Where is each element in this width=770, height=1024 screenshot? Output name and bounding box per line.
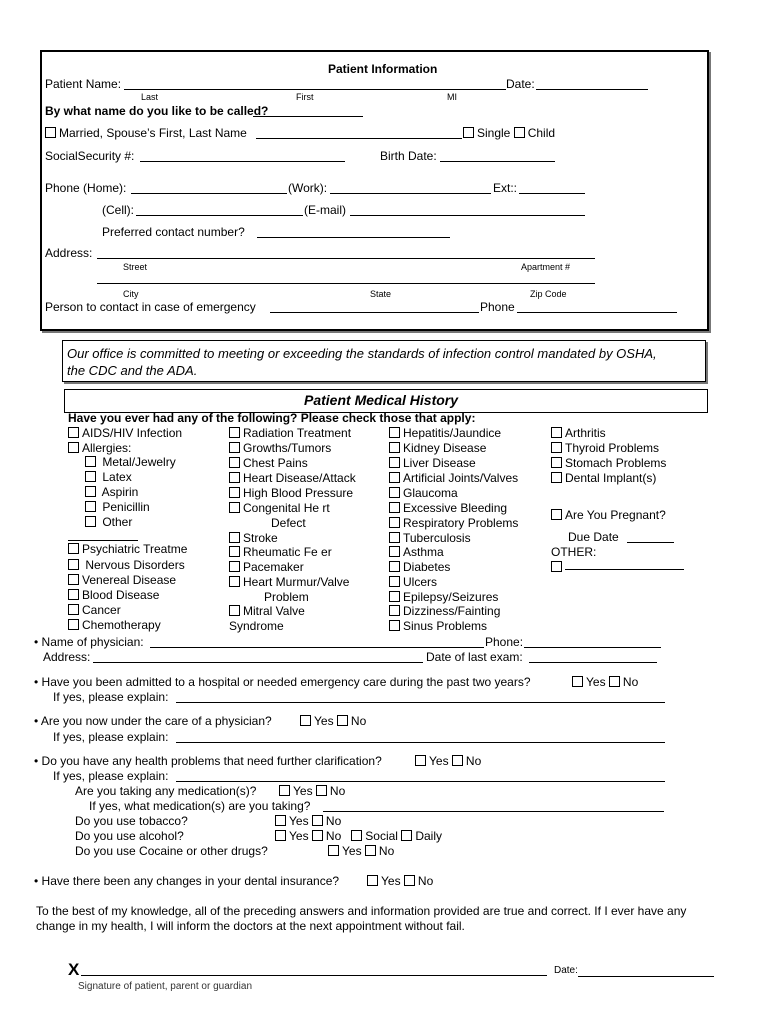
latex-checkbox[interactable] — [85, 471, 96, 482]
insurance-yes-no — [367, 874, 433, 888]
signature-field[interactable] — [81, 975, 547, 976]
hospital-explain-label: If yes, please explain: — [53, 690, 169, 704]
epilepsy-label: Epilepsy/Seizures — [403, 590, 499, 604]
epilepsy-checkbox[interactable] — [389, 591, 400, 602]
checkbox-item — [551, 456, 666, 470]
preferred-name-field[interactable] — [253, 116, 363, 117]
growths-label: Growths/Tumors — [243, 441, 332, 455]
hospital-yes-checkbox[interactable] — [572, 676, 583, 687]
emergency-label: Person to contact in case of emergency — [45, 300, 256, 314]
alcohol-options — [275, 829, 442, 843]
checkbox-item — [68, 542, 193, 556]
care-explain-field[interactable] — [176, 742, 665, 743]
other-allergy-checkbox[interactable] — [85, 516, 96, 527]
patient-name-field[interactable] — [124, 89, 506, 90]
rheumatic-label: Rheumatic Fe er — [243, 545, 332, 559]
heart-attack-label: Heart Disease/Attack — [243, 471, 356, 485]
checkbox-item — [68, 441, 131, 455]
checkbox-item — [389, 531, 471, 545]
checkbox-item — [68, 558, 185, 572]
psych-checkbox[interactable] — [68, 543, 79, 554]
checkbox-item — [229, 456, 308, 470]
checkbox-item — [389, 456, 476, 470]
no-label: No — [622, 675, 639, 689]
ulcers-label: Ulcers — [403, 575, 438, 589]
emergency-phone-field[interactable] — [517, 312, 677, 313]
due-date-field[interactable] — [627, 542, 674, 543]
alcohol-label: Do you use alcohol? — [75, 829, 184, 843]
venereal-label: Venereal Disease — [82, 573, 177, 587]
diabetes-label: Diabetes — [403, 560, 451, 574]
checkbox-item — [389, 516, 518, 530]
kidney-checkbox[interactable] — [389, 442, 400, 453]
thyroid-checkbox[interactable] — [551, 442, 562, 453]
liver-checkbox[interactable] — [389, 457, 400, 468]
care-no-checkbox[interactable] — [337, 715, 348, 726]
diabetes-checkbox[interactable] — [389, 561, 400, 572]
other-field[interactable] — [565, 569, 684, 570]
blood-checkbox[interactable] — [68, 589, 79, 600]
checkbox-item — [85, 515, 132, 529]
yes-label: Yes — [289, 814, 309, 828]
checkbox-item — [229, 531, 278, 545]
osha-line-2: the CDC and the ADA. — [67, 363, 198, 378]
latex-label: Latex — [102, 470, 132, 484]
radiation-checkbox[interactable] — [229, 427, 240, 438]
email-label: (E-mail) — [304, 203, 346, 217]
stroke-label: Stroke — [243, 531, 278, 545]
physician-name-label: Name of physician: — [41, 635, 144, 649]
tb-checkbox[interactable] — [389, 532, 400, 543]
aids-label: AIDS/HIV Infection — [82, 426, 183, 440]
checkbox-item — [389, 560, 450, 574]
yes-label: Yes — [289, 829, 309, 843]
arthritis-label: Arthritis — [565, 426, 606, 440]
problem-label: Problem — [264, 590, 309, 604]
checkbox-item — [389, 441, 486, 455]
checkbox-item — [68, 573, 176, 587]
congenital-checkbox[interactable] — [229, 502, 240, 513]
dizziness-label: Dizziness/Fainting — [403, 604, 501, 618]
bp-label: High Blood Pressure — [243, 486, 354, 500]
checkbox-item — [389, 486, 458, 500]
which-meds-label: If yes, what medication(s) are you taking? — [89, 799, 311, 813]
chemo-checkbox[interactable] — [68, 619, 79, 630]
dizziness-checkbox[interactable] — [389, 605, 400, 616]
nervous-checkbox[interactable] — [68, 559, 79, 570]
signature-caption: Signature of patient, parent or guardian — [78, 981, 253, 992]
care-yes-checkbox[interactable] — [300, 715, 311, 726]
radiation-label: Radiation Treatment — [243, 426, 352, 440]
checkbox-item — [389, 619, 487, 633]
phone-home-field[interactable] — [131, 193, 287, 194]
arthritis-checkbox[interactable] — [551, 427, 562, 438]
blood-label: Blood Disease — [82, 588, 160, 602]
married-label: Married, Spouse’s First, Last Name — [59, 126, 247, 140]
osha-line-1: Our office is committed to meeting or exceeding the standards of infection control mandated by OSHA, — [67, 346, 657, 361]
checkbox-item — [68, 603, 121, 617]
preferred-contact-field[interactable] — [257, 237, 450, 238]
date-field[interactable] — [536, 89, 648, 90]
artificial-label: Artificial Joints/Valves — [403, 471, 519, 485]
cell-field[interactable] — [136, 215, 303, 216]
statement-line-1: To the best of my knowledge, all of the preceding answers and information provided are true and correct. If I ever have any — [36, 904, 687, 918]
sinus-checkbox[interactable] — [389, 620, 400, 631]
heart-attack-checkbox[interactable] — [229, 472, 240, 483]
last-exam-label: Date of last exam: — [426, 650, 523, 664]
pregnant-checkbox[interactable] — [551, 509, 562, 520]
no-label: No — [378, 844, 395, 858]
checkbox-item — [68, 588, 159, 602]
physician-phone-label: Phone: — [485, 635, 524, 649]
ssn-label: SocialSecurity #: — [45, 149, 135, 163]
cancer-label: Cancer — [82, 603, 121, 617]
ssn-field[interactable] — [140, 161, 345, 162]
other-allergy-field[interactable] — [68, 540, 138, 541]
insurance-label: Have there been any changes in your dental insurance? — [41, 874, 340, 888]
checkbox-item — [551, 426, 606, 440]
signature-date-label: Date: — [554, 965, 578, 976]
problems-label: Do you have any health problems that need further clarification? — [41, 754, 382, 768]
artificial-checkbox[interactable] — [389, 472, 400, 483]
last-exam-field[interactable] — [529, 662, 657, 663]
physician-address-label: Address: — [43, 650, 91, 664]
daily-label: Daily — [415, 829, 442, 843]
alcohol-social-checkbox[interactable] — [351, 830, 362, 841]
checkbox-item — [68, 618, 161, 632]
checkbox-item — [389, 471, 518, 485]
drugs-yes-no — [328, 844, 394, 858]
other-checkbox[interactable] — [551, 561, 562, 572]
care-question: • Are you now under the care of a physician? — [34, 714, 272, 728]
birth-date-field[interactable] — [440, 161, 555, 162]
yes-label: Yes — [342, 844, 362, 858]
allergies-checkbox[interactable] — [68, 442, 79, 453]
meds-yes-no — [279, 784, 345, 798]
respiratory-checkbox[interactable] — [389, 517, 400, 528]
mitral-label: Mitral Valve — [243, 604, 305, 618]
no-label: No — [417, 874, 434, 888]
history-question: Have you ever had any of the following? Please check those that apply: — [68, 411, 476, 425]
physician-address-field[interactable] — [93, 662, 423, 663]
single-label: Single — [477, 126, 511, 140]
checkbox-item — [389, 575, 437, 589]
insurance-question: • Have there been any changes in your dental insurance? — [34, 874, 340, 888]
aspirin-checkbox[interactable] — [85, 486, 96, 497]
drugs-no-checkbox[interactable] — [365, 845, 376, 856]
care-label: Are you now under the care of a physician? — [40, 714, 272, 728]
aspirin-label: Aspirin — [101, 485, 139, 499]
preferred-contact-label: Preferred contact number? — [102, 225, 245, 239]
mitral-checkbox[interactable] — [229, 605, 240, 616]
insurance-no-checkbox[interactable] — [404, 875, 415, 886]
checkbox-item — [85, 455, 176, 469]
pacemaker-checkbox[interactable] — [229, 561, 240, 572]
checkbox-item — [551, 471, 656, 485]
checkbox-item — [229, 560, 304, 574]
drugs-yes-checkbox[interactable] — [328, 845, 339, 856]
no-label: No — [325, 829, 342, 843]
stomach-checkbox[interactable] — [551, 457, 562, 468]
checkbox-item — [389, 604, 500, 618]
chest-label: Chest Pains — [243, 456, 308, 470]
pregnant-label: Are You Pregnant? — [565, 508, 666, 522]
allergies-label: Allergies: — [82, 441, 132, 455]
state-caption: State — [370, 289, 392, 299]
congenital-label: Congenital He rt — [243, 501, 330, 515]
asthma-checkbox[interactable] — [389, 546, 400, 557]
emergency-field[interactable] — [270, 312, 479, 313]
implant-checkbox[interactable] — [551, 472, 562, 483]
hepatitis-label: Hepatitis/Jaundice — [403, 426, 502, 440]
cancer-checkbox[interactable] — [68, 604, 79, 615]
no-label: No — [350, 714, 367, 728]
signature-x: X — [68, 960, 80, 979]
city-state-zip-field[interactable] — [97, 283, 595, 284]
spouse-name-field[interactable] — [256, 138, 462, 139]
metal-checkbox[interactable] — [85, 456, 96, 467]
alcohol-daily-checkbox[interactable] — [401, 830, 412, 841]
child-label: Child — [527, 126, 556, 140]
checkbox-item — [85, 470, 132, 484]
cell-label: (Cell): — [102, 203, 134, 217]
address-label: Address: — [45, 246, 93, 260]
problems-yes-no — [415, 754, 481, 768]
drugs-label: Do you use Cocaine or other drugs? — [75, 844, 268, 858]
no-label: No — [465, 754, 482, 768]
other-allergy-label: Other — [102, 515, 133, 529]
ulcers-checkbox[interactable] — [389, 576, 400, 587]
stomach-label: Stomach Problems — [565, 456, 667, 470]
birth-date-label: Birth Date: — [380, 149, 437, 163]
syndrome-label: Syndrome — [229, 619, 284, 633]
which-meds-field[interactable] — [323, 811, 664, 812]
sinus-label: Sinus Problems — [403, 619, 488, 633]
no-label: No — [329, 784, 346, 798]
problems-explain-field[interactable] — [176, 781, 665, 782]
rheumatic-checkbox[interactable] — [229, 546, 240, 557]
checkbox-item — [389, 590, 498, 604]
ext-label: Ext:: — [493, 181, 518, 195]
physician-name-field[interactable] — [150, 647, 484, 648]
emergency-phone-label: Phone — [480, 300, 515, 314]
medical-history-title: Patient Medical History — [304, 392, 459, 408]
first-caption: First — [296, 92, 314, 102]
single-checkbox[interactable] — [463, 127, 474, 138]
checkbox-item — [85, 485, 138, 499]
checkbox-item — [68, 426, 182, 440]
problems-question: • Do you have any health problems that need further clarification? — [34, 754, 382, 768]
checkbox-item — [85, 500, 150, 514]
patient-name-label: Patient Name: — [45, 77, 122, 91]
checkbox-item — [229, 486, 353, 500]
hospital-no-checkbox[interactable] — [609, 676, 620, 687]
hospital-yes-no — [572, 675, 638, 689]
hospital-label: Have you been admitted to a hospital or needed emergency care during the past two years? — [41, 675, 531, 689]
tobacco-yes-no — [275, 814, 341, 828]
married-row — [45, 126, 247, 140]
meds-yes-checkbox[interactable] — [279, 785, 290, 796]
checkbox-item — [229, 471, 356, 485]
zip-caption: Zip Code — [530, 289, 567, 299]
checkbox-item — [229, 441, 331, 455]
preferred-name-label: By what name do you like to be called? — [45, 104, 269, 118]
checkbox-item — [229, 545, 332, 559]
ext-field[interactable] — [519, 193, 585, 194]
yes-label: Yes — [381, 874, 401, 888]
pacemaker-label: Pacemaker — [243, 560, 304, 574]
social-label: Social — [365, 829, 398, 843]
metal-label: Metal/Jewelry — [102, 455, 176, 469]
implant-label: Dental Implant(s) — [565, 471, 657, 485]
chemo-label: Chemotherapy — [82, 618, 161, 632]
patient-info-title: Patient Information — [328, 62, 438, 76]
checkbox-item — [551, 560, 565, 574]
problems-explain-label: If yes, please explain: — [53, 769, 169, 783]
thyroid-label: Thyroid Problems — [565, 441, 660, 455]
glaucoma-checkbox[interactable] — [389, 487, 400, 498]
murmur-checkbox[interactable] — [229, 576, 240, 587]
checkbox-item — [229, 426, 351, 440]
work-field[interactable] — [330, 193, 491, 194]
nervous-label: Nervous Disorders — [85, 558, 185, 572]
yes-label: Yes — [586, 675, 606, 689]
defect-label: Defect — [271, 516, 306, 530]
kidney-label: Kidney Disease — [403, 441, 487, 455]
checkbox-item — [389, 501, 507, 515]
street-caption: Street — [123, 262, 148, 272]
asthma-label: Asthma — [403, 545, 444, 559]
care-explain-label: If yes, please explain: — [53, 730, 169, 744]
checkbox-item — [551, 441, 659, 455]
bleeding-checkbox[interactable] — [389, 502, 400, 513]
tobacco-no-checkbox[interactable] — [312, 815, 323, 826]
murmur-label: Heart Murmur/Valve — [243, 575, 350, 589]
insurance-yes-checkbox[interactable] — [367, 875, 378, 886]
checkbox-item — [389, 545, 444, 559]
respiratory-label: Respiratory Problems — [403, 516, 519, 530]
care-yes-no — [300, 714, 366, 728]
penicillin-checkbox[interactable] — [85, 501, 96, 512]
meds-no-checkbox[interactable] — [316, 785, 327, 796]
problems-no-checkbox[interactable] — [452, 755, 463, 766]
yes-label: Yes — [293, 784, 313, 798]
other-label: OTHER: — [551, 545, 597, 559]
venereal-checkbox[interactable] — [68, 574, 79, 585]
work-label: (Work): — [288, 181, 328, 195]
bleeding-label: Excessive Bleeding — [403, 501, 508, 515]
apartment-caption: Apartment # — [521, 262, 571, 272]
liver-label: Liver Disease — [403, 456, 476, 470]
street-field[interactable] — [97, 258, 595, 259]
statement-line-2: change in my health, I will inform the doctors at the next appointment without fail. — [36, 919, 465, 933]
meds-label: Are you taking any medication(s)? — [75, 784, 257, 798]
glaucoma-label: Glaucoma — [403, 486, 458, 500]
email-field[interactable] — [350, 215, 585, 216]
checkbox-item — [229, 604, 305, 618]
due-date-label: Due Date — [568, 530, 619, 544]
mi-caption: MI — [447, 92, 457, 102]
physician-name-row: • Name of physician: — [34, 635, 144, 649]
checkbox-item — [389, 426, 501, 440]
tb-label: Tuberculosis — [403, 531, 471, 545]
alcohol-no-checkbox[interactable] — [312, 830, 323, 841]
tobacco-yes-checkbox[interactable] — [275, 815, 286, 826]
yes-label: Yes — [314, 714, 334, 728]
single-child-row — [463, 126, 555, 140]
hospital-explain-field[interactable] — [176, 702, 665, 703]
chest-checkbox[interactable] — [229, 457, 240, 468]
growths-checkbox[interactable] — [229, 442, 240, 453]
checkbox-item — [229, 575, 349, 589]
hospital-question: • Have you been admitted to a hospital or needed emergency care during the past two years? — [34, 675, 531, 689]
married-checkbox[interactable] — [45, 127, 56, 138]
physician-phone-field[interactable] — [524, 647, 661, 648]
checkbox-item — [551, 508, 666, 522]
signature-date-field[interactable] — [578, 976, 714, 977]
problems-yes-checkbox[interactable] — [415, 755, 426, 766]
psych-label: Psychiatric Treatme — [82, 542, 188, 556]
phone-home-label: Phone (Home): — [45, 181, 127, 195]
hepatitis-checkbox[interactable] — [389, 427, 400, 438]
stroke-checkbox[interactable] — [229, 532, 240, 543]
date-label: Date: — [506, 77, 535, 91]
yes-label: Yes — [429, 754, 449, 768]
child-checkbox[interactable] — [514, 127, 525, 138]
city-caption: City — [123, 289, 139, 299]
aids-checkbox[interactable] — [68, 427, 79, 438]
tobacco-label: Do you use tobacco? — [75, 814, 188, 828]
alcohol-yes-checkbox[interactable] — [275, 830, 286, 841]
no-label: No — [325, 814, 342, 828]
bp-checkbox[interactable] — [229, 487, 240, 498]
checkbox-item — [229, 501, 330, 515]
penicillin-label: Penicillin — [102, 500, 150, 514]
last-caption: Last — [141, 92, 159, 102]
